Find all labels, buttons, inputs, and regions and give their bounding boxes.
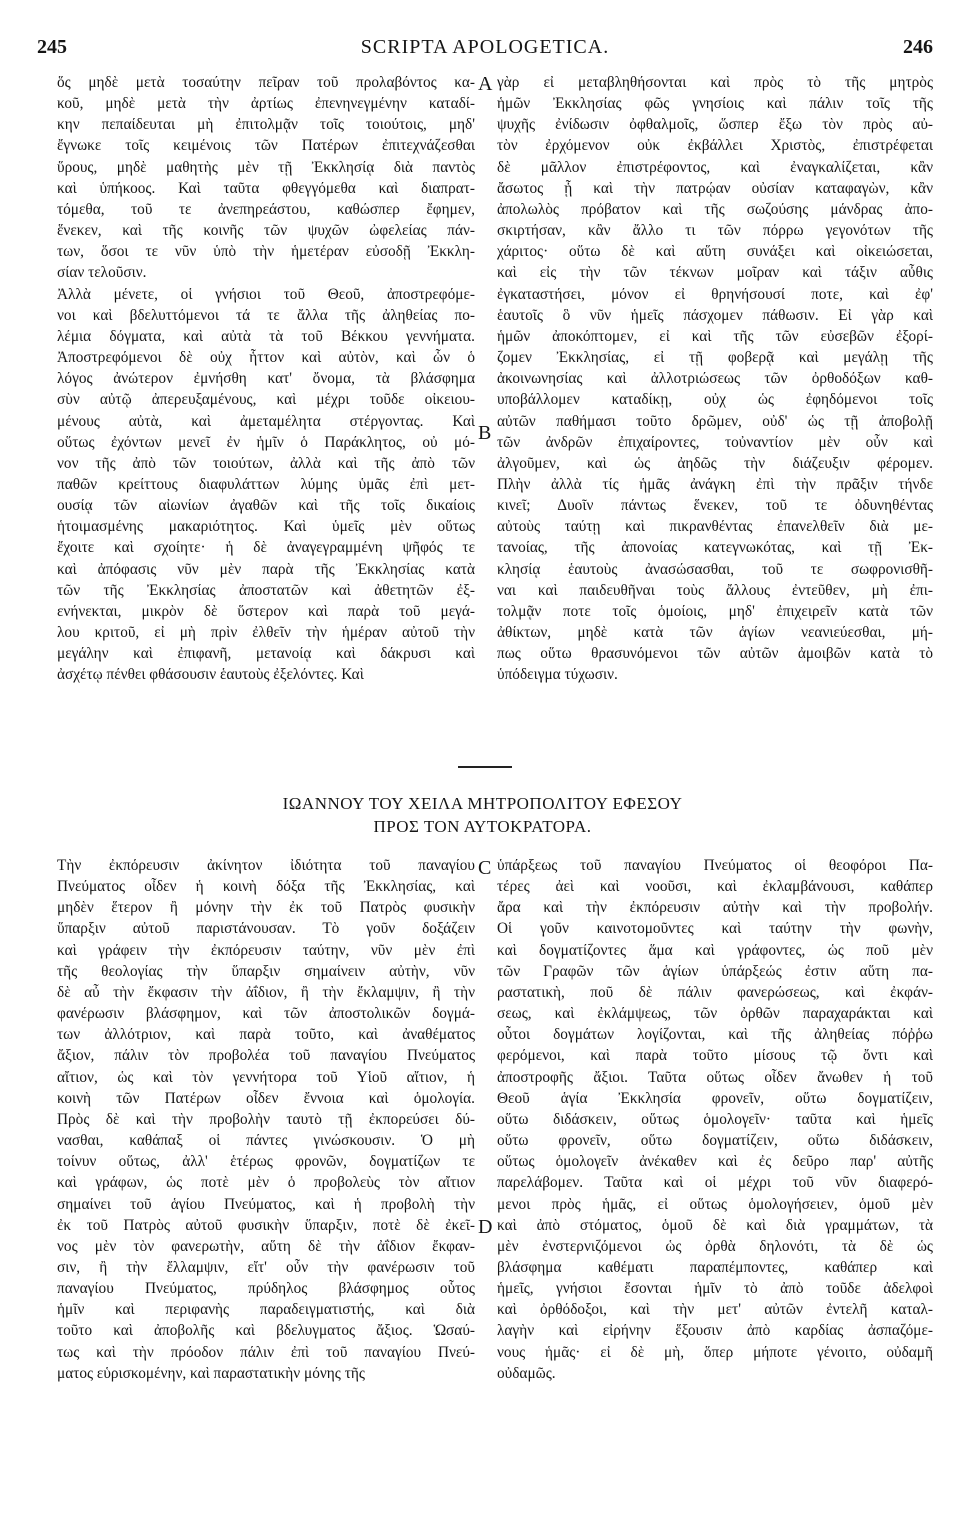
text-line: ἀκοινωνησίας καὶ ἀλλοτριώσεως τῶν ὀρθοδόξων καθ-	[497, 370, 933, 388]
text-line: ἀλγοῦμεν, καὶ ὡς ἀηδῶς τὴν διάζευξιν φέρομεν.	[497, 454, 933, 472]
text-line: αὐτοὺς ταύτῃ καὶ πικρανθέντας ἐπανελθεῖν διὰ με-	[497, 518, 933, 536]
text-line: σὺν αὐτῷ ἀπερευξαμένους, καὶ μέχρι τοῦδε οἰκειου-	[57, 391, 475, 409]
text-line: καὶ δογματίζοντες ἅμα καὶ γράφοντες, ὡς ποῦ μὲν	[497, 941, 933, 959]
text-line: μεγάλην καὶ ἐπιφανῆ, μετανοίᾳ καὶ δάκρυσι καὶ	[57, 645, 475, 663]
section-marker-c: C	[478, 857, 492, 879]
text-line: κλησίᾳ ἑαυτοὺς ἀνασώσασθαι, τοῦ τε σωφρονισθῆ-	[497, 560, 933, 578]
text-line: ἀποστροφῆς ἄξιοι. Ταῦτα οὕτως οἶδεν ἄνωθεν ἡ τοῦ	[497, 1068, 933, 1086]
section-marker-a: A	[478, 73, 493, 95]
text-line: τως καὶ τὴν πρόοδον πάλιν ἐπὶ τοῦ παναγίου Πνεύ-	[57, 1343, 475, 1361]
text-line: τολμᾷν ποτε τοῖς ὁμοίοις, μηδ' ἐπιχειρεῖν κατὰ τῶν	[497, 602, 933, 620]
text-line: καὶ ὀρθόδοξοι, καὶ τὴν μετ' αὐτῶν ἐντελῆ καταλ-	[497, 1301, 933, 1319]
text-line: ἄσωτος ᾖ καὶ τὴν πατρῴαν οὐσίαν καταφαγὼν, κἂν	[497, 179, 933, 197]
text-line: πως οὕτω θρασυνόμενοι τῶν αὐτῶν ἀμοιβῶν κατὰ τὸ	[497, 645, 933, 663]
text-line: τῶν ἀνδρῶν ἐπιχαίροντες, τοὐναντίον μὲν οὖν καὶ	[497, 433, 933, 451]
text-line: ὕπαρξιν αὐτοῦ παριστάνουσαν. Τὸ γοῦν δοξάζειν	[57, 920, 475, 938]
text-line: κινεῖ; Δυοῖν πάντως ἕνεκεν, τοῦ τε ὀδυνηθέντας	[497, 497, 933, 515]
text-line: μηδὲν ἕτερον ἢ μόνην τὴν ἐκ τοῦ Πατρὸς φυσικὴν	[57, 899, 475, 917]
text-line: ζομεν Ἐκκλησίας, εἰ τῇ φοβερᾷ καὶ μεγάλῃ τῆς	[497, 349, 933, 367]
running-header	[37, 36, 933, 60]
text-line: φανέρωσιν βλάσφημον, καὶ τῶν ἀποστολικῶν δογμά-	[57, 1005, 475, 1023]
running-title: SCRIPTA APOLOGETICA.	[360, 36, 610, 58]
text-line: ναι καὶ παιδευθῆναι τοὺς ἄλλους ἐντεῦθεν, μὴ ἐπι-	[497, 581, 933, 599]
text-line: Ἀποστρεφόμενοι δὲ οὐχ ἧττον καὶ αὐτὸν, καὶ ὧν ὁ	[57, 349, 475, 367]
text-line: τοίνυν οὕτως, ἀλλ' ἑτέρως φρονῶν, δογματίζων τε	[57, 1153, 475, 1171]
text-line: ἡμῶν ἀποκόπτομεν, εἰ καὶ τῆς τῶν εὐσεβῶν ἐξορί-	[497, 327, 933, 345]
text-line: ἀπολωλὸς πρόβατον καὶ τῆς σωζούσης μάνδρας ἀπο-	[497, 200, 933, 218]
text-line: τέρες ἀεὶ καὶ νοοῦσι, καὶ ἐκλαμβάνουσι, καθάπερ	[497, 878, 933, 896]
text-line: τανοίας, τῆς ἀπονοίας κατεγνωκότας, καὶ τῇ Ἐκ-	[497, 539, 933, 557]
text-line: ἡτοιμασμένης μακαριότητος. Καὶ ὑμεῖς μὲν οὕτως	[57, 518, 475, 536]
text-line: ἑαυτοῖς ὃ νῦν ἡμεῖς πάσχομεν πάθωσιν. Εἰ γὰρ καὶ	[497, 306, 933, 324]
text-line: Πνεύματος οἶδεν ἡ κοινὴ δόξα τῆς Ἐκκλησίας, καὶ	[57, 878, 475, 896]
text-line: τὸν ἐρχόμενον οὐκ ἐκβάλλει Χριστὸς, ἐπιστρέφεται	[497, 137, 933, 155]
text-line: δὲ αὖ τὴν ἔκφασιν τὴν ἀΐδιον, ἢ τὴν ἔκλαμψιν, ἢ τὴν	[57, 983, 475, 1001]
text-line: νους ἡμᾶς· εἰ δὲ μὴ, ὅπερ μήποτε γένοιτο, οὐδαμῆ	[497, 1343, 933, 1361]
text-line: ἄρα καὶ τὴν ἐκπόρευσιν αὐτὴν καὶ τὴν προβολήν.	[497, 899, 933, 917]
text-line: αὐτῶν παθήμασι τοῦτο δρῶμεν, οὐδ' ὡς τῇ ἀποβολῇ	[497, 412, 933, 430]
text-line: ἐκ τοῦ Πατρὸς αὐτοῦ φυσικὴν ὕπαρξιν, ποτὲ δὲ ἐκεῖ-	[57, 1216, 475, 1234]
text-line: ὕρους, μηδὲ μαθητὴς μὲν τῇ Ἐκκλησίᾳ διὰ παντὸς	[57, 158, 475, 176]
text-line: ἀθίκτων, μηδὲ κατὰ τῶν ἁγίων νεανιεύεσθαι, μή-	[497, 624, 933, 642]
text-line: τῆς θεολογίας τὴν ὕπαρξιν σημαίνειν αὐτὴν, νῦν	[57, 962, 475, 980]
text-line: παθῶν κρείττους διαφυλάττων λύμης ὑμᾶς ἐπὶ μετ-	[57, 475, 475, 493]
text-line: νασθαι, καθάπαξ οἱ πάντες γινώσκουσιν. Ὁ μὴ	[57, 1132, 475, 1150]
text-line: ουσίᾳ τῶν αἰωνίων ἀγαθῶν καὶ τῆς τοῖς δικαίοις	[57, 497, 475, 515]
text-line: νοι καὶ βδελυττόμενοι τά τε ἄλλα τῆς ἀληθείας πο-	[57, 306, 475, 324]
text-line: λόγος ἀνώτερον ἐμνήσθη κατ' ὄνομα, τὰ βλάσφημα	[57, 370, 475, 388]
text-line: ἀσχέτῳ πένθει φθάσουσιν ἑαυτοὺς ἐξελόντες. Καὶ	[57, 666, 364, 684]
section-title: ΙΩΑΝΝΟΥ ΤΟΥ ΧΕΙΛΑ ΜΗΤΡΟΠΟΛΙΤΟΥ ΕΦΕΣΟΥ	[282, 794, 683, 813]
column-right-bottom	[497, 855, 933, 1384]
text-line: καὶ εἰς τὴν τῶν τέκνων μοῖραν καὶ τάξιν αὖθις	[497, 264, 933, 282]
text-line: ενήνεκται, μικρὸν δὲ ὕστερον καὶ παρὰ τοῦ μεγά-	[57, 602, 475, 620]
text-line: σκιρτήσαν, κἂν ἄλλο τι τῶν πόρρω γεγονότων τῆς	[497, 222, 933, 240]
text-line: υποβάλλομεν καταδίκῃ, οὐχ ὡς ἐφηδόμενοι τοῖς	[497, 391, 933, 409]
section-divider	[458, 766, 512, 768]
text-line: Πλὴν ἀλλὰ τίς ἡμᾶς ἀνάγκη ἐπὶ τὴν πρᾶξιν τήνδε	[497, 475, 933, 493]
text-line: λέμια δόγματα, καὶ αὐτὰ τὰ τοῦ Βέκκου γεννήματα.	[57, 327, 475, 345]
text-line: ματος εὑρισκομένην, καὶ παραστατικὴν μόνης τῆς	[57, 1364, 365, 1382]
text-line: μένους αὐτὰ, καὶ ἀμεταμέλητα στέργοντας. Καὶ	[57, 412, 475, 430]
text-line: Πρὸς δὲ καὶ τὴν προβολὴν ταυτὸ τῇ ἐκπορεύσει δύ-	[57, 1110, 475, 1128]
column-left-bottom	[57, 855, 475, 1384]
column-right-top	[497, 72, 933, 686]
text-line: νος μὲν τὸν φανερωτὴν, αὕτη δὲ τὴν ἀΐδιον ἔκφαν-	[57, 1237, 475, 1255]
text-line: δὲ μᾶλλον ἐπιστρέφοντος, καὶ ἐναγκαλίζεται, κἂν	[497, 158, 933, 176]
text-line: ὅς μηδὲ μετὰ τοσαύτην πεῖραν τοῦ προλαβόντος κα-	[57, 74, 475, 91]
text-line: σεως, καὶ ἐκλάμψεως, τῶν ὀρθῶν παραχαράκται καὶ	[497, 1005, 933, 1023]
text-line: ἡμῶν Ἐκκλησίας φῶς γνησίοις καὶ πάλιν τοῖς τῆς	[497, 95, 933, 113]
text-line: ἔχοιτε καὶ σχοίητε· ἡ δὲ ἀναγεγραμμένη ψῆφός τε	[57, 539, 475, 557]
text-line: βλάσφημα καθέματι παραπέμποντες, καθάπερ καὶ	[497, 1258, 933, 1276]
page-number-left: 245	[37, 36, 67, 58]
text-line: φερόμενοι, καὶ παρὰ τοῦτο μίσους τῷ ὄντι καὶ	[497, 1047, 933, 1065]
text-line: τῶν Γραφῶν τῶν ἁγίων ὑπάρξεώς ἐστιν αὕτη πα-	[497, 962, 933, 980]
text-line: αἴτιον, ὡς καὶ τὸν γεννήτορα τοῦ Υἱοῦ αἴτιον, ἡ	[57, 1068, 475, 1086]
text-line: σίαν τελοῦσιν.	[57, 264, 147, 282]
text-line: σημαίνει τοῦ ἁγίου Πνεύματος, καὶ ἡ προβολὴ τὴν	[57, 1195, 475, 1213]
text-line: ραστατικὴ, ποῦ δὲ πάλιν φανερώσεως, καὶ ἐκφάν-	[497, 983, 933, 1001]
text-line: καὶ ὑπήκοος. Καὶ ταῦτα φθεγγόμεθα καὶ διαπρατ-	[57, 179, 475, 197]
text-line: καὶ γράφων, ὡς ποτὲ μὲν ὁ προβολεὺς τὸν αἴτιον	[57, 1174, 475, 1192]
text-line: καὶ γράφειν τὴν ἐκπόρευσιν ταύτην, νῦν μὲν ἐπὶ	[57, 941, 475, 959]
section-marker-d: D	[478, 1216, 493, 1238]
text-line: Ἀλλὰ μένετε, οἱ γνήσιοι τοῦ Θεοῦ, ἀποστρεφόμε-	[57, 285, 475, 303]
section-subtitle: ΠΡΟΣ ΤΟΝ ΑΥΤΟΚΡΑΤΟΡΑ.	[373, 817, 592, 836]
text-line: ἡμῖν καὶ περιφανὴς παραδειγματιστής, καὶ διὰ	[57, 1301, 475, 1319]
section-marker-b: B	[478, 422, 492, 444]
text-line: ἡμεῖς, γνήσιοι ἔσονται ἡμῖν τὸ ἀπὸ τοῦδε ἀδελφοὶ	[497, 1280, 933, 1298]
text-line: ἄξιον, πάλιν τὸν προβολέα τοῦ παναγίου Πνεύματος	[57, 1047, 475, 1065]
text-line: των, ὅσοι τε νῦν ὑπὸ τὴν ἡμετέραν εὐσοδῇ Ἐκκλη-	[57, 243, 475, 261]
text-line: ἔγνωκε τοῖς κειμένοις τῶν Πατέρων ἐπιτεχνάζεσθαι	[57, 137, 475, 155]
text-line: ὑπόδειγμα τύχωσιν.	[497, 666, 618, 684]
column-left-top	[57, 72, 475, 686]
text-line: παναγίου Πνεύματος, πρύδηλος βλάσφημος οὗτος	[57, 1280, 475, 1298]
text-line: οὕτω φρονεῖν, οὕτω δογματίζειν, οὕτω διδάσκειν,	[497, 1132, 933, 1150]
text-line: παρελάβομεν. Ταῦτα καὶ οἱ μέχρι τοῦ νῦν διαφερό-	[497, 1174, 933, 1192]
text-line: λου κριτοῦ, εἰ μὴ πρὶν ἐλθεῖν τὴν ἡμέραν αὐτοῦ τὴν	[57, 624, 475, 642]
text-line: κην πεπαίδευται μὴ ἐπιτολμᾷν τοῖς τοιούτοις, μηδ'	[57, 116, 475, 134]
text-line: ἕνεκεν, καὶ τῆς κοινῆς τῶν ψυχῶν ὠφελείας πάν-	[57, 222, 475, 240]
text-line: οὗτοι δογμάτων λογίζονται, καὶ τῆς ἀληθείας πόῤῥω	[497, 1026, 933, 1044]
text-line: σιν, ἢ τὴν ἔλλαμψιν, εἴτ' οὖν τὴν φανέρωσιν τοῦ	[57, 1258, 475, 1276]
text-line: νον τῆς ἀπὸ τῶν τοιούτων, ἀλλὰ καὶ τῆς ἀπὸ τῶν	[57, 454, 475, 472]
text-line: ὑπάρξεως τοῦ παναγίου Πνεύματος οἱ θεοφόροι Πα-	[497, 857, 933, 874]
text-line: καὶ ἀπὸ στόματος, ὁμοῦ δὲ καὶ διὰ γραμμάτων, τὰ	[497, 1216, 933, 1234]
text-line: οὕτως ὁμολογεῖν ἀνέκαθεν καὶ ἐς δεῦρο παρ' αὐτῆς	[497, 1153, 933, 1171]
text-line: τόμεθα, τοῦ τε ἀνεπηρεάστου, καθώσπερ ἔφημεν,	[57, 200, 475, 218]
text-line: λαγὴν καὶ εἰρήνην ἕξουσιν ἀπὸ καρδίας ἀσπαζόμε-	[497, 1322, 933, 1340]
text-line: τῶν τῆς Ἐκκλησίας ἀποστατῶν καὶ ἀθετητῶν ἐξ-	[57, 581, 475, 599]
text-line: κοινὴ τῶν Πατέρων οἶδεν ἔννοια καὶ ὁμολογία.	[57, 1089, 475, 1107]
text-line: καὶ ἀπόφασις νῦν μὲν παρὰ τῆς Ἐκκλησίας κατὰ	[57, 560, 475, 578]
text-line: Θεοῦ ἁγία Ἐκκλησία φρονεῖν, οὕτω δογματίζειν,	[497, 1089, 933, 1107]
text-line: Οἱ γοῦν καινοτομοῦντες καὶ ταύτην τὴν φωνὴν,	[497, 920, 933, 938]
text-line: γὰρ εἰ μεταβληθήσονται καὶ πρὸς τὸ τῆς μητρὸς	[497, 74, 933, 91]
text-line: μὲν ἐνστερνιζόμενοι ὡς ὀρθὰ δηλονότι, τὰ δὲ ὡς	[497, 1237, 933, 1255]
text-line: Τὴν ἐκπόρευσιν ἀκίνητον ἰδιότητα τοῦ παναγίου	[57, 857, 475, 874]
text-line: οὕτω διδάσκειν, οὕτως ὁμολογεῖν· ταῦτα καὶ ἡμεῖς	[497, 1110, 933, 1128]
text-line: οὕτως ἐχόντων μενεῖ ἐν ἡμῖν ὁ Παράκλητος, οὐ μό-	[57, 433, 475, 451]
text-line: χάριτος· οὕτω δὲ καὶ αὕτη συνάξει καὶ οἰκειώσεται,	[497, 243, 933, 261]
text-line: μενοι πρὸς ἡμᾶς, εἰ οὕτως ὁμολογήσειεν, ὁμοῦ μὲν	[497, 1195, 933, 1213]
text-line: ἐγκαταστήσει, μόνον εἰ θρηνήσουσί ποτε, καὶ ἐφ'	[497, 285, 933, 303]
text-line: ψυχῆς ἐνίδωσιν ὀφθαλμοῖς, ὥσπερ ἔξω τὸν πρὸς αὐ-	[497, 116, 933, 134]
text-line: οὐδαμῶς.	[497, 1364, 556, 1382]
text-line: κοῦ, μηδὲ μετὰ τὴν ἀρτίως ἐπενηνεγμένην καταδί-	[57, 95, 475, 113]
text-line: τοῦτο καὶ ἀποβολῆς καὶ βδελυγματος ἄξιος. Ὡσαύ-	[57, 1322, 475, 1340]
text-line: των ἀλλότριον, καὶ παρὰ τοῦτο, καὶ ἀναθέματος	[57, 1026, 475, 1044]
page-number-right: 246	[903, 36, 933, 58]
